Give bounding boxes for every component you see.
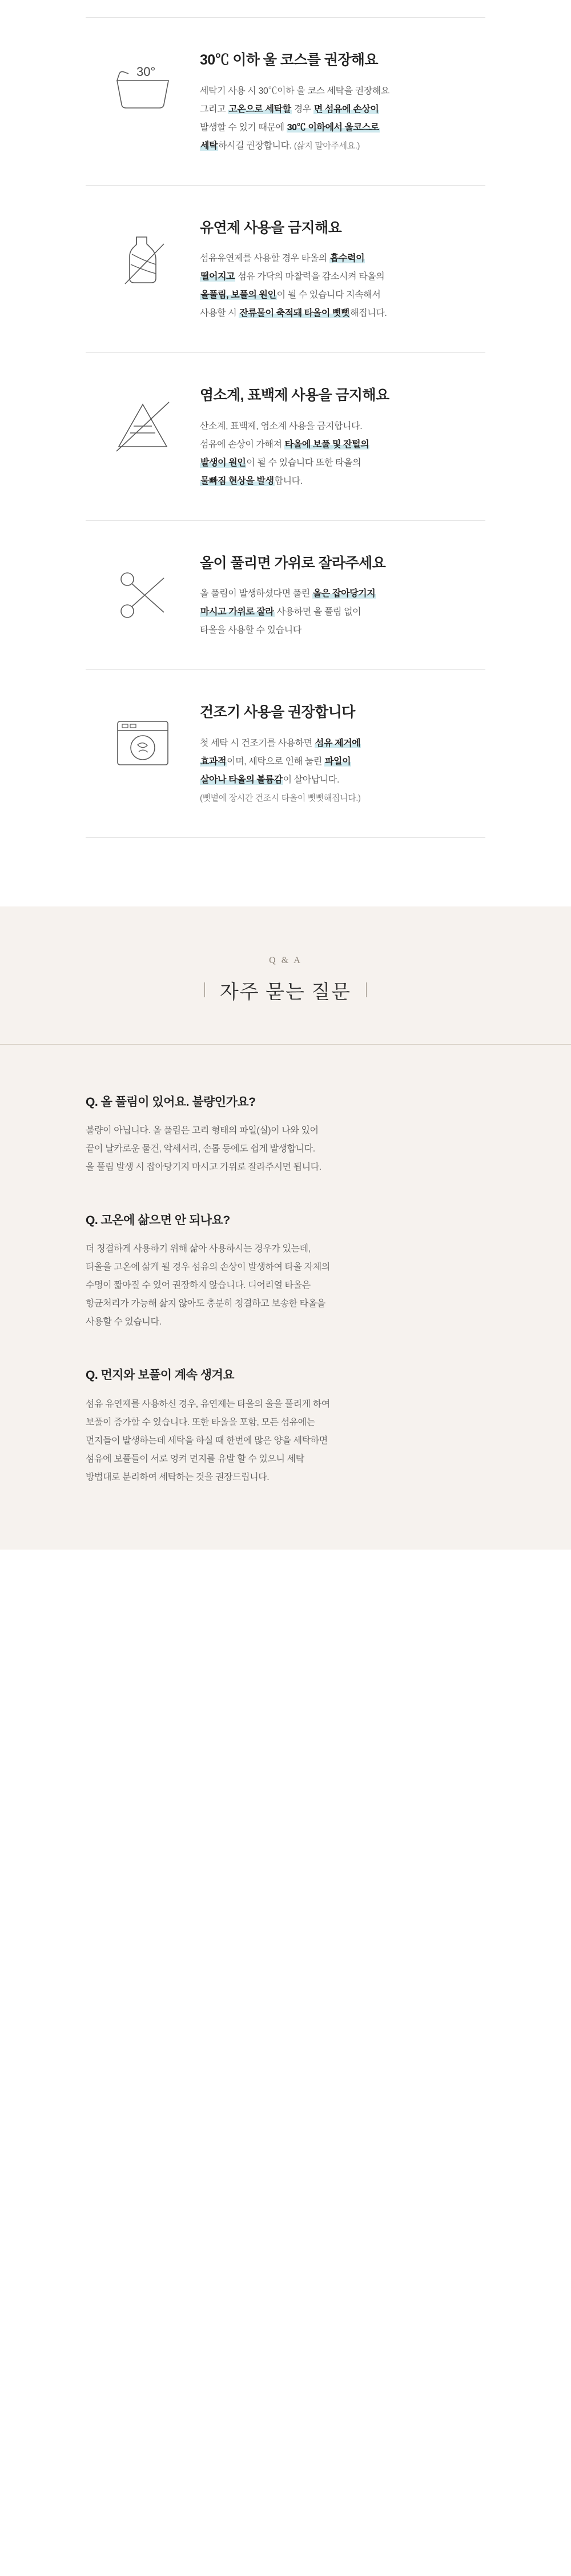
bleach-triangle-icon [110, 396, 176, 456]
highlighted-text: 고온으로 세탁할 [228, 104, 291, 114]
care-text-block [200, 219, 485, 323]
faq-answer [86, 1395, 485, 1487]
faq-answer-line: 항균처리가 가능해 삶지 않아도 충분히 청결하고 보송한 타올을 [86, 1299, 325, 1309]
faq-answer-line: 타올을 고온에 삶게 될 경우 섬유의 손상이 발생하여 타올 자체의 [86, 1262, 330, 1273]
plain-text: 합니다. [274, 476, 303, 486]
faq-item [86, 1094, 485, 1177]
faq-answer-line: 올 풀림 발생 시 잡아당기지 마시고 가위로 잘라주시면 됩니다. [86, 1162, 321, 1172]
plain-text: 타올을 사용할 수 있습니다 [200, 625, 301, 635]
plain-text: 사용하면 올 풀림 없이 [274, 607, 361, 617]
care-instruction-item [86, 353, 485, 521]
care-description [200, 418, 480, 491]
highlighted-text: 잔류물이 축적돼 타올이 뻣뻣 [239, 308, 350, 318]
plain-text: 첫 세탁 시 건조기를 사용하면 [200, 738, 315, 748]
faq-answer [86, 1122, 485, 1177]
plain-text: 이며, 세탁으로 인해 눌린 [227, 756, 324, 767]
plain-text: 세탁기 사용 시 30℃이하 울 코스 세탁을 권장해요 [200, 86, 389, 96]
care-text-block [200, 51, 485, 155]
faq-answer-line: 끝이 날카로운 물건, 악세서리, 손톱 등에도 쉽게 발생합니다. [86, 1143, 315, 1154]
care-title: 건조기 사용을 권장합니다 [200, 704, 355, 720]
faq-answer [86, 1240, 485, 1331]
faq-eyebrow: Q & A [269, 955, 302, 965]
highlighted-text: 세탁 [200, 141, 218, 151]
note-text: (삶지 말아주세요.) [293, 141, 360, 151]
heading-right-bar [366, 982, 367, 997]
faq-answer-line: 방법대로 분리하여 세탁하는 것을 권장드립니다. [86, 1472, 270, 1482]
care-instruction-item [86, 186, 485, 354]
faq-list [86, 1045, 485, 1487]
highlighted-text: 면 섬유에 손상이 [313, 104, 379, 114]
highlighted-text: 올풀림, 보풀의 원인 [200, 290, 276, 300]
care-description [200, 735, 480, 808]
highlighted-text: 발생이 원인 [200, 458, 246, 468]
faq-answer-line: 불량이 아닙니다. 올 풀림은 고리 형태의 파일(실)이 나와 있어 [86, 1125, 319, 1135]
softener-bottle-icon [111, 229, 174, 292]
care-instruction-item [86, 521, 485, 671]
faq-answer-line: 더 청결하게 사용하기 위해 삶아 사용하시는 경우가 있는데, [86, 1244, 311, 1254]
care-instruction-item [86, 17, 485, 186]
highlighted-text: 파일이 [324, 756, 351, 767]
faq-question: Q. 올 풀림이 있어요. 불량인가요? [86, 1095, 256, 1109]
care-text-block [200, 554, 485, 640]
plain-text: 섬유에 손상이 가해져 [200, 439, 284, 450]
plain-text: 산소계, 표백제, 염소계 사용을 금지합니다. [200, 421, 363, 431]
care-description [200, 250, 480, 323]
care-description [200, 82, 480, 155]
faq-answer-line: 보풀이 증가할 수 있습니다. 또한 타올을 포함, 모든 섬유에는 [86, 1417, 315, 1427]
highlighted-text: 30℃ 이하에서 울코스로 [287, 122, 379, 133]
care-text-block [200, 703, 485, 808]
heading-left-bar [204, 982, 205, 997]
plain-text: 하시길 권장합니다. [218, 141, 294, 151]
care-instructions-section [0, 17, 571, 906]
care-title: 유연제 사용을 금지해요 [200, 219, 342, 236]
faq-answer-line: 먼지들이 발생하는데 세탁을 하실 때 한번에 많은 양을 세탁하면 [86, 1435, 328, 1446]
faq-section [0, 906, 571, 1550]
top-spacer [0, 0, 571, 17]
faq-item [86, 1212, 485, 1331]
care-icon-wrap [86, 386, 200, 456]
faq-answer-line: 사용할 수 있습니다. [86, 1317, 162, 1327]
faq-heading-text: 자주 묻는 질문 [219, 981, 352, 1003]
highlighted-text: 마시고 가위로 잘라 [200, 607, 274, 617]
care-description [200, 585, 480, 640]
highlighted-text: 효과적 [200, 756, 227, 767]
plain-text: 섬유 가닥의 마찰력을 감소시켜 타올의 [235, 272, 385, 282]
plain-text: 이 될 수 있습니다 지속해서 [276, 290, 381, 300]
faq-answer-line: 수명이 짧아질 수 있어 권장하지 않습니다. 디어리얼 타올은 [86, 1281, 311, 1291]
tumble-dryer-icon [111, 713, 175, 771]
faq-header [0, 956, 571, 1004]
plain-text: 경우 [291, 104, 313, 114]
faq-answer-line: 섬유 유연제를 사용하신 경우, 유연제는 타올의 올을 풀리게 하여 [86, 1399, 330, 1409]
plain-text: 이 될 수 있습니다 또한 타올의 [246, 458, 361, 468]
plain-text: 올 풀림이 발생하셨다면 풀린 [200, 589, 312, 599]
plain-text: 그리고 [200, 104, 228, 114]
care-instruction-item [86, 670, 485, 838]
faq-question: Q. 먼지와 보풀이 계속 생겨요 [86, 1369, 235, 1382]
care-icon-wrap [86, 51, 200, 113]
plain-text: 발생할 수 있기 때문에 [200, 122, 287, 133]
faq-item [86, 1367, 485, 1486]
plain-text: 사용할 시 [200, 308, 239, 318]
wash-tub-30-icon [111, 61, 174, 113]
plain-text: 섬유유연제를 사용할 경우 타올의 [200, 254, 329, 263]
faq-heading [0, 976, 571, 1004]
care-title: 30℃ 이하 울 코스를 권장해요 [200, 52, 378, 68]
faq-question: Q. 고온에 삶으면 안 되나요? [86, 1213, 230, 1227]
highlighted-text: 살아나 타올의 볼륨감 [200, 775, 283, 785]
highlighted-text: 물빠짐 현상을 발생 [200, 476, 274, 486]
highlighted-text: 타올에 보풀 및 잔털의 [284, 439, 369, 450]
care-icon-wrap [86, 554, 200, 627]
care-title: 올이 풀리면 가위로 잘라주세요 [200, 555, 386, 571]
care-title: 염소계, 표백제 사용을 금지해요 [200, 387, 389, 403]
care-icon-wrap [86, 219, 200, 292]
highlighted-text: 흡수력이 [329, 254, 365, 263]
plain-text: 이 살아납니다. [283, 775, 340, 785]
plain-text: 해집니다. [350, 308, 387, 318]
care-text-block [200, 386, 485, 491]
highlighted-text: 떨어지고 [200, 272, 235, 282]
note-text: (뻣볕에 장시간 건조시 타올이 뻣뻣해집니다.) [200, 793, 361, 803]
highlighted-text: 섬유 제거에 [315, 738, 361, 748]
bottom-spacer [0, 1550, 571, 1698]
svg-text:30°: 30° [136, 65, 156, 79]
scissors-icon [111, 564, 174, 627]
highlighted-text: 올은 잡아당기지 [312, 589, 376, 599]
faq-answer-line: 섬유에 보풀들이 서로 엉켜 먼지를 유발 할 수 있으니 세탁 [86, 1454, 304, 1464]
care-icon-wrap [86, 703, 200, 771]
care-instruction-list [86, 17, 485, 838]
